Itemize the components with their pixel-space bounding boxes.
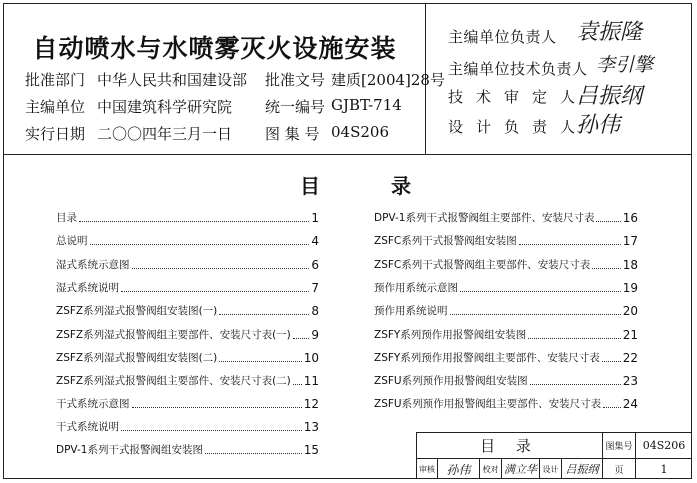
toc-entry[interactable]: ZSFC系列干式报警阀组主要部件、安装尺寸表 18 [374, 258, 638, 272]
toc-entry[interactable]: 湿式系统说明 7 [56, 281, 319, 295]
toc-entry[interactable]: 预作用系统说明 20 [374, 304, 638, 318]
header-info-panel [3, 3, 445, 155]
atlas-no-value: 04S206 [331, 123, 389, 141]
toc-entry[interactable]: ZSFZ系列湿式报警阀组安装图(一) 8 [56, 304, 319, 318]
toc-entry[interactable]: 干式系统说明 13 [56, 420, 319, 434]
design-label: 设计 [542, 464, 559, 474]
signature-tech-reviewer: 吕振纲 [576, 84, 643, 109]
review-label: 审核 [419, 464, 435, 474]
title-block-atlas-label: 图集号 [605, 442, 633, 452]
chief-tech-head-label: 主编单位技术负责人 [448, 60, 588, 78]
title-block-atlas-no: 04S206 [642, 439, 686, 452]
toc-entry[interactable]: 总说明 4 [56, 234, 319, 248]
signature-design: 吕振纲 [565, 463, 599, 476]
tech-reviewer-label: 技术审定人 [448, 88, 589, 106]
toc-heading-char-2: 录 [390, 174, 411, 198]
page-label: 页 [614, 465, 624, 476]
title-block [416, 432, 692, 479]
unified-no-label: 统一编号 [265, 98, 326, 116]
toc-entry[interactable]: 预作用系统示意图 19 [374, 281, 638, 295]
toc-entry[interactable]: DPV-1系列干式报警阀组安装图 15 [56, 443, 319, 457]
approval-doc-label: 批准文号 [265, 71, 326, 89]
title-block-name: 目 录 [480, 437, 539, 455]
toc-entry[interactable]: ZSFZ系列湿式报警阀组安装图(二) 10 [56, 351, 319, 365]
toc-entry[interactable]: DPV-1系列干式报警阀组主要部件、安装尺寸表 16 [374, 211, 638, 225]
approval-dept-label: 批准部门 [25, 71, 86, 89]
approval-doc-value: 建质[2004]28号 [331, 71, 445, 89]
design-head-label: 设计负责人 [448, 118, 589, 136]
approval-dept-value: 中华人民共和国建设部 [97, 71, 248, 89]
check-label: 校对 [482, 464, 499, 474]
responsible-persons-panel [426, 3, 692, 155]
toc-heading [300, 170, 411, 199]
unified-no-value: GJBT-714 [331, 96, 402, 114]
signature-chief-tech-head: 李引擎 [596, 54, 654, 76]
toc-entry[interactable]: ZSFU系列预作用报警阀组主要部件、安装尺寸表 24 [374, 397, 638, 411]
editor-unit-label: 主编单位 [25, 98, 86, 116]
signature-design-head: 孙伟 [576, 113, 621, 138]
effective-date-value: 二〇〇四年三月一日 [97, 125, 233, 143]
atlas-title: 自动喷水与水喷雾灭火设施安装 [32, 34, 397, 63]
toc-entry[interactable]: ZSFY系列预作用报警阀组主要部件、安装尺寸表 22 [374, 351, 638, 365]
toc-entry[interactable]: ZSFY系列预作用报警阀组安装图 21 [374, 328, 638, 342]
signature-chief-unit-head: 袁振隆 [576, 20, 643, 45]
page-number: 1 [660, 462, 668, 476]
editor-unit-value: 中国建筑科学研究院 [97, 98, 233, 116]
toc-heading-char-1: 目 [300, 174, 320, 198]
chief-unit-head-label: 主编单位负责人 [448, 28, 557, 46]
toc-entry[interactable]: ZSFZ系列湿式报警阀组主要部件、安装尺寸表(二) 11 [56, 374, 319, 388]
toc-entry[interactable]: ZSFZ系列湿式报警阀组主要部件、安装尺寸表(一) 9 [56, 328, 319, 342]
effective-date-label: 实行日期 [25, 125, 86, 143]
toc-entry[interactable]: 目录 1 [56, 211, 319, 225]
atlas-no-label: 图 集 号 [265, 125, 320, 143]
toc-entry[interactable]: 干式系统示意图 12 [56, 397, 319, 411]
signature-check: 满立华 [504, 463, 537, 476]
toc-entry[interactable]: ZSFU系列预作用报警阀组安装图 23 [374, 374, 638, 388]
signature-review: 孙伟 [446, 462, 471, 477]
toc-entry[interactable]: 湿式系统示意图 6 [56, 258, 319, 272]
toc-entry[interactable]: ZSFC系列干式报警阀组安装图 17 [374, 234, 638, 248]
